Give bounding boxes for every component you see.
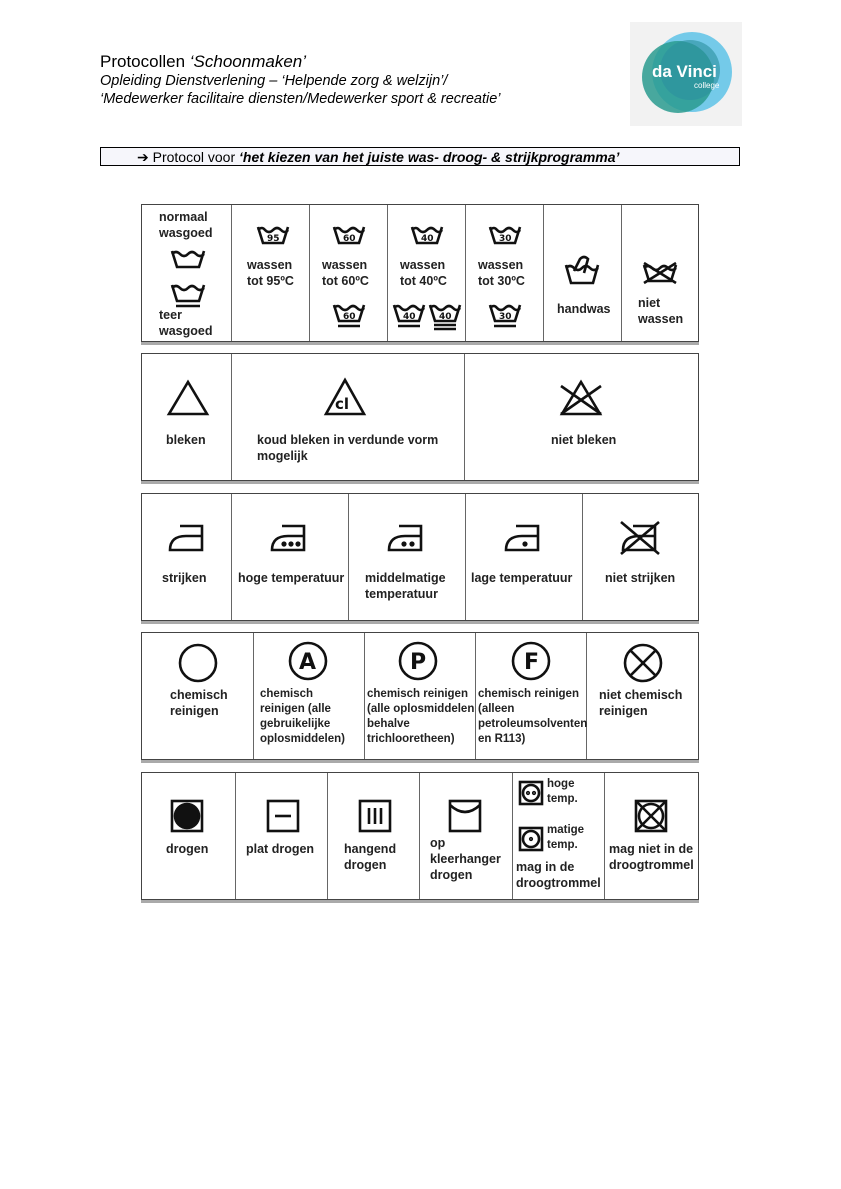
no-iron-icon	[619, 520, 661, 556]
circle-icon	[178, 643, 218, 683]
bleach-symbols-table	[141, 353, 699, 481]
dry-clean-cell: chemisch reinigen	[142, 633, 254, 759]
svg-text:40: 40	[439, 312, 452, 322]
svg-text:40: 40	[421, 234, 434, 244]
hanger-dry-cell: op kleerhanger drogen	[420, 773, 513, 899]
no-tumble-cell: mag niet in de droogtrommel	[605, 773, 698, 899]
svg-text:60: 60	[343, 234, 356, 244]
wash-40-icon	[410, 225, 444, 245]
iron-low-cell: lage temperatuur	[466, 494, 583, 620]
circle-p-icon	[398, 641, 438, 681]
flat-dry-cell: plat drogen	[236, 773, 328, 899]
dry-clean-f-cell: F chemisch reinigen (alleen petroleumsolventen en R113)	[476, 633, 587, 759]
document-header	[100, 52, 501, 108]
crossed-circle-icon	[623, 643, 663, 683]
triangle-cl-icon	[324, 378, 366, 416]
svg-text:da Vinci: da Vinci	[652, 62, 717, 81]
iron-medium-icon	[387, 524, 427, 552]
square-hanger-icon	[448, 799, 482, 833]
svg-text:30: 30	[499, 234, 512, 244]
wash-normal-delicate-cell: normaal wasgoed teer wasgoed	[142, 205, 232, 341]
wash-95-cell: 95 wassen tot 95ºC	[232, 205, 310, 341]
da-vinci-college-logo	[630, 22, 742, 126]
svg-text:cl: cl	[335, 395, 350, 413]
iron-medium-cell: middelmatige temperatuur	[349, 494, 466, 620]
wash-symbols-table	[141, 204, 699, 342]
ironing-symbols-table	[141, 493, 699, 621]
tumble-allowed-cell: hoge temp. matige temp. mag in de droogtrommel	[513, 773, 605, 899]
wash-40-cell: 40 wassen tot 40ºC 40 40	[388, 205, 466, 341]
do-not-wash-cell: niet wassen	[622, 205, 698, 341]
dry-clean-a-cell: A chemisch reinigen (alle gebruikelijke oplosmiddelen)	[254, 633, 365, 759]
drying-symbols-table	[141, 772, 699, 900]
bleach-cell: bleken	[142, 354, 232, 480]
wash-60-icon	[332, 225, 366, 245]
wash-30-delicate-icon	[488, 303, 522, 329]
crossed-triangle-icon	[559, 380, 603, 416]
wash-60-cell: 60 wassen tot 60ºC 60	[310, 205, 388, 341]
svg-text:college: college	[694, 81, 720, 90]
tumble-high-icon	[519, 781, 543, 805]
subtitle-line-2: ‘Medewerker facilitaire diensten/Medewerker sport & recreatie’	[100, 91, 501, 107]
iron-high-icon	[270, 524, 310, 552]
wash-30-cell: 30 wassen tot 30ºC 30	[466, 205, 544, 341]
wash-40-very-delicate-icon	[428, 303, 462, 331]
square-lines-icon	[358, 799, 392, 833]
svg-text:F: F	[524, 650, 540, 675]
wash-60-delicate-icon	[332, 303, 366, 329]
cold-bleach-cell: cl koud bleken in verdunde vorm mogelijk	[232, 354, 465, 480]
wash-40-delicate-icon	[392, 303, 426, 329]
no-bleach-cell: niet bleken	[465, 354, 698, 480]
triangle-icon	[167, 380, 209, 416]
dry-clean-p-cell: P chemisch reinigen (alle oplosmiddelen behalve trichlooretheen)	[365, 633, 476, 759]
wash-30-icon	[488, 225, 522, 245]
svg-text:30: 30	[499, 312, 512, 322]
hang-dry-cell: hangend drogen	[328, 773, 420, 899]
iron-cell: strijken	[142, 494, 232, 620]
circle-f-icon	[511, 641, 551, 681]
square-dash-icon	[266, 799, 300, 833]
svg-text:40: 40	[403, 312, 416, 322]
wash-95-icon	[256, 225, 290, 245]
svg-text:60: 60	[343, 312, 356, 322]
document-title: Protocollen ‘Schoonmaken’	[100, 52, 307, 71]
iron-high-cell: hoge temperatuur	[232, 494, 349, 620]
protocol-banner: ➔ Protocol voor ‘het kiezen van het juiste was- droog- & strijkprogramma’	[100, 147, 740, 166]
washtub-delicate-icon	[170, 283, 206, 309]
crossed-tumble-icon	[634, 799, 668, 833]
handwash-cell: handwas	[544, 205, 622, 341]
no-dry-clean-cell: niet chemisch reinigen	[587, 633, 698, 759]
tumble-medium-icon	[519, 827, 543, 851]
do-not-wash-icon	[642, 263, 678, 285]
tumble-dry-cell: drogen	[142, 773, 236, 899]
iron-low-icon	[504, 524, 544, 552]
dry-cleaning-symbols-table	[141, 632, 699, 760]
subtitle-line-1: Opleiding Dienstverlening – ‘Helpende zorg & welzijn’/	[100, 73, 448, 89]
svg-text:P: P	[410, 650, 427, 675]
circle-a-icon	[288, 641, 328, 681]
iron-icon	[168, 524, 208, 552]
svg-text:95: 95	[267, 234, 280, 244]
square-circle-icon	[170, 799, 204, 833]
svg-text:A: A	[299, 650, 317, 675]
arrow-icon: ➔	[137, 149, 149, 165]
no-iron-cell: niet strijken	[583, 494, 698, 620]
handwash-icon	[564, 255, 600, 285]
washtub-icon	[170, 249, 206, 269]
